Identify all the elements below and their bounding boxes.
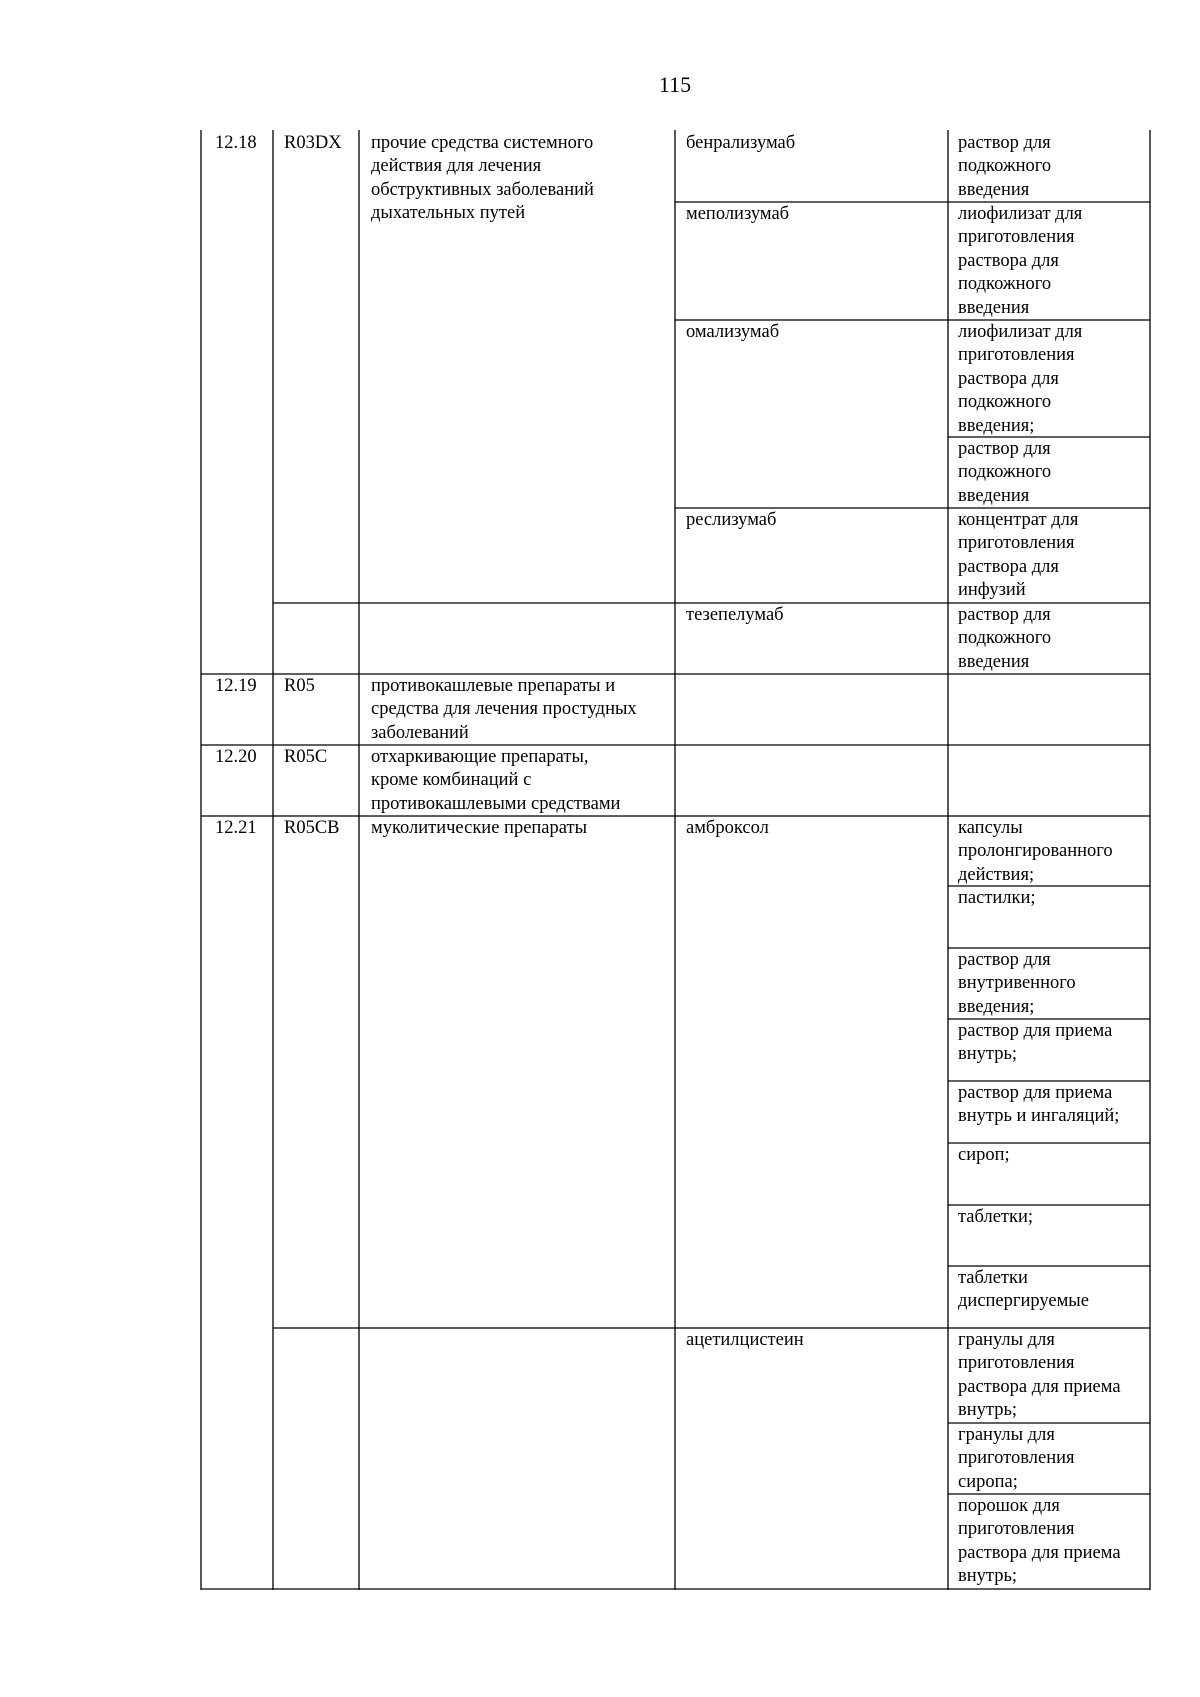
dosage-form: сироп; [958, 1145, 1010, 1165]
drug-name: омализумаб [686, 322, 780, 342]
dosage-form: раствор для приема внутрь и ингаляций; [958, 1083, 1120, 1127]
dosage-form: порошок для приготовления раствора для приема внутрь; [958, 1496, 1121, 1587]
dosage-form: гранулы для приготовления раствора для приема внутрь; [958, 1330, 1121, 1421]
drug-name: реслизумаб [686, 510, 777, 530]
dosage-form: лиофилизат для приготовления раствора для подкожного введения [958, 204, 1083, 318]
drug-name: ацетилцистеин [686, 1330, 804, 1350]
dosage-form: лиофилизат для приготовления раствора для подкожного введения; [958, 322, 1083, 436]
atc-group-name: противокашлевые препараты и средства для лечения простудных заболеваний [371, 676, 637, 743]
atc-code: R05 [284, 676, 315, 696]
page-number: 115 [658, 72, 692, 97]
drug-name: меполизумаб [686, 204, 790, 224]
row-number: 12.18 [215, 133, 257, 153]
dosage-form: гранулы для приготовления сиропа; [958, 1425, 1075, 1492]
atc-code: R03DX [284, 133, 342, 153]
dosage-form: раствор для подкожного введения [958, 133, 1052, 200]
atc-group-name: прочие средства системного действия для лечения обструктивных заболеваний дыхательных путей [371, 133, 594, 224]
dosage-form: концентрат для приготовления раствора для инфузий [958, 510, 1079, 601]
dosage-form: таблетки; [958, 1207, 1034, 1227]
row-number: 12.19 [215, 676, 257, 696]
atc-group-name: муколитические препараты [371, 818, 588, 838]
dosage-form: раствор для внутривенного введения; [958, 950, 1076, 1017]
dosage-form: раствор для подкожного введения [958, 605, 1052, 672]
drug-name: амброксол [686, 818, 769, 838]
drug-name: тезепелумаб [686, 605, 784, 625]
atc-code: R05CB [284, 818, 340, 838]
row-number: 12.21 [215, 818, 257, 838]
atc-group-name: отхаркивающие препараты, кроме комбинаций с противокашлевыми средствами [371, 747, 621, 814]
atc-code: R05C [284, 747, 328, 767]
dosage-form: раствор для приема внутрь; [958, 1021, 1113, 1065]
dosage-form: пастилки; [958, 888, 1036, 908]
drug-name: бенрализумаб [686, 133, 796, 153]
row-number: 12.20 [215, 747, 257, 767]
dosage-form: таблетки диспергируемые [958, 1268, 1089, 1312]
dosage-form: раствор для подкожного введения [958, 439, 1052, 506]
dosage-form: капсулы пролонгированного действия; [958, 818, 1113, 885]
